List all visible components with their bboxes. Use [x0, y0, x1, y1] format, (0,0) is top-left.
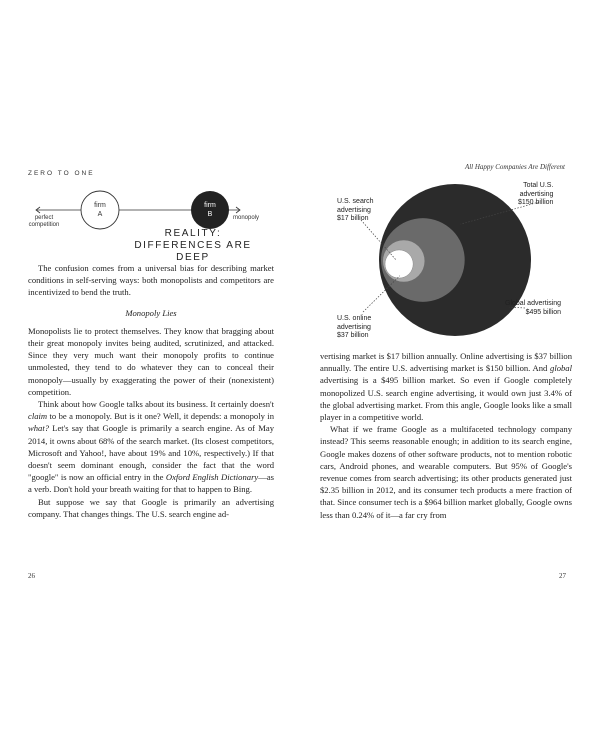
paragraph: Think about how Google talks about its business. It certainly doesn't claim to be a monopoly. But is it one? Well, it depends: a monopoly in what? Let's say that Google is primarily a search engine. As of May 2014, it owns about 68% of the search market. (Its closest competitors, Microsoft and Yahoo!, have about 19% and 10%, respectively.) If that doesn't seem dominant enough, consider the fact that the word "google" is now an official entry in the Oxford English Dictionary—as a verb. Don't hold your breath waiting for that to happen to Bing. [28, 399, 274, 495]
paragraph: vertising market is $17 billion annually. Online advertising is $37 billion annually. The entire U.S. advertising market is $150 billion. And global advertising is a $495 billion market. So even if Google completely monopolized U.S. search engine advertising, it would own just 3.4% of the global advertising market. From this angle, Google looks like a small player in a competitive world. [320, 351, 572, 423]
paragraph: Monopolists lie to protect themselves. They know that bragging about their great monopoly invites being audited, scrutinized, and attacked. Since they very much want their monopoly profits to continue unmolested, they tend to do whatever they can to conceal their monopoly—usually by exaggerating the power of their (nonexistent) competition. [28, 325, 274, 397]
page-number-left: 26 [28, 572, 35, 580]
diagram-caption [118, 228, 268, 264]
label-us-search [337, 198, 374, 224]
circle-us-search [385, 250, 413, 278]
caption-line-1: REALITY: [164, 228, 222, 239]
paragraph: What if we frame Google as a multifaceted technology company instead? This seems reasonable enough; in addition to its search engine, Google makes dozens of other software products, not to mention robotic cars, Android phones, and wearable computers. But 95% of Google's revenue comes from search advertising; its other products generated just $2.35 billion in 2012, and its consumer tech products a mere fraction of that. Since consumer tech is a $964 billion market globally, Google owns less than 0.24% of it—a far cry from [320, 424, 572, 520]
monopoly-label: monopoly [232, 215, 260, 221]
section-heading: Monopoly Lies [125, 307, 177, 318]
paragraph: The confusion comes from a universal bias for describing market conditions in self-serving ways: both monopolists and competitors are incentivized to bend the truth. [28, 263, 274, 298]
paragraph: But suppose we say that Google is primarily an advertising company. That changes things. The U.S. search engine ad- [28, 496, 274, 519]
chart-label-line: $495 billion [525, 308, 562, 316]
chart-label-line: advertising [519, 190, 554, 198]
firm-a-label-1: firm [94, 202, 106, 209]
firm-a-circle [81, 191, 119, 229]
label-us-online [337, 315, 371, 341]
caption-line-2: DIFFERENCES ARE DEEP [134, 240, 252, 263]
chart-label-line: $37 billion [337, 332, 369, 339]
chart-label-line: U.S. search [337, 198, 374, 205]
chart-label-line: $150 billion [518, 199, 554, 206]
chart-label-line: $17 billion [337, 215, 369, 222]
firm-b-label-2: B [207, 211, 213, 218]
label-global [505, 300, 561, 317]
left-body-text [28, 262, 274, 520]
chart-label-line: advertising [337, 206, 371, 214]
running-head-right: All Happy Companies Are Different [464, 163, 565, 171]
perfect-competition-label-2: competition [28, 222, 60, 228]
label-us-total [518, 182, 553, 208]
firm-b-circle [191, 191, 229, 229]
firm-b-label-1: firm [204, 202, 216, 209]
firm-a-label-2: A [97, 211, 103, 218]
chart-label-line: advertising [337, 323, 371, 331]
chart-label-line: Total U.S. [523, 182, 554, 189]
chart-label-line: U.S. online [337, 315, 372, 322]
page-number-right: 27 [559, 572, 566, 580]
running-head-left: ZERO TO ONE [28, 170, 95, 177]
perfect-competition-label-1: perfect [34, 215, 54, 221]
chart-label-line: Global advertising [505, 300, 562, 307]
right-page [300, 0, 600, 750]
right-body-text [320, 350, 572, 521]
